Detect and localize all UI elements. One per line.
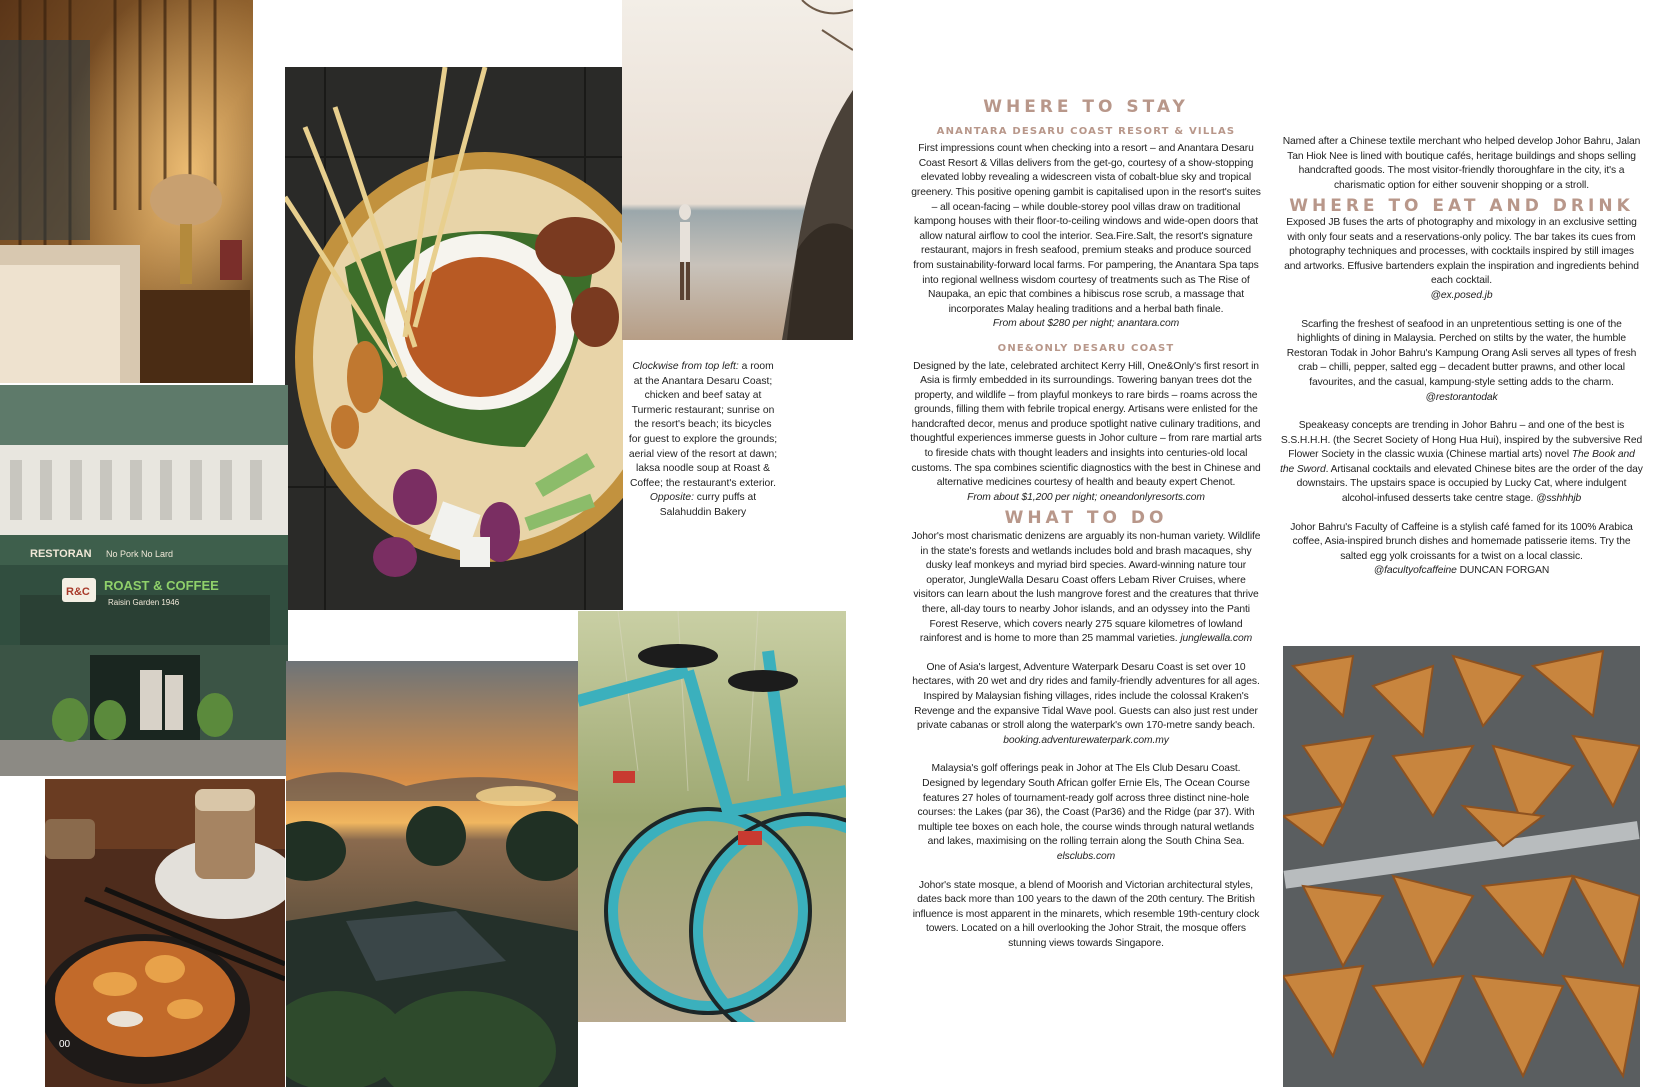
caption-opposite-text: curry puffs at Salahuddin Bakery xyxy=(659,492,757,518)
photo-laksa xyxy=(45,779,285,1087)
eat-link-3[interactable]: @sshhhjb xyxy=(1536,493,1582,505)
eat-link-4[interactable]: @facultyofcaffeine xyxy=(1373,565,1457,577)
sign-raisin-garden: Raisin Garden 1946 xyxy=(108,598,180,607)
oneonly-price: From about $1,200 per night; oneandonlyresorts.com xyxy=(967,491,1205,503)
sign-rc: R&C xyxy=(66,586,90,598)
todo-paragraph-1: Johor's most charismatic denizens are arguably its non-human variety. Wildlife in the state's forests and wetlands includes bold and brash macaques, shy dusky leaf monkeys and myriad bird species. Award-winning nature tour operator, JungleWalla Desaru Coast offers Lebam River Cruises, where visitors can learn about the lush mangrove forest and the creatures that thrive there, all-day tours to nearby Johor islands, and an odyssey into the Panti Forest Reserve, which covers nearly 275 square kilometres of lowland rainforest and is home to more than 25 mammal varieties. junglewalla.com xyxy=(911,531,1261,645)
todo-link-1[interactable]: junglewalla.com xyxy=(1180,633,1253,645)
photo-hotel-room xyxy=(0,0,253,383)
photo-bicycles xyxy=(578,611,846,1022)
photo-caption xyxy=(628,360,778,521)
photo-aerial-dawn xyxy=(286,661,578,1087)
subheading-oneonly: ONE&ONLY DESARU COAST xyxy=(997,342,1175,354)
todo-paragraph-3: Malaysia's golf offerings peak in Johor at The Els Club Desaru Coast. Designed by legendary South African golfer Ernie Els, The Ocean Course features 27 holes of tournament-ready golf across three distinct nine-hole courses: the Lakes (par 36), the Coast (Par36) and the Ridge (par 37). With multiple tee boxes on each hole, the course winds through natural wetlands and lakes, maximising on the rolling terrain along the South China Sea. elsclubs.com xyxy=(917,763,1255,862)
eat-paragraph-2: Scarfing the freshest of seafood in an unpretentious setting is one of the highlights of dining in Malaysia. Perched on stilts by the water, the humble Restoran Todak in Johor Bahru's Kampung Orang Asli serves all types of fresh crab – chilli, pepper, salted egg – decadent butter prawns, and other local favourites, and the casual, kampung-style setting adds to the charm. @restorantodak xyxy=(1286,318,1637,403)
subheading-anantara: ANANTARA DESARU COAST RESORT & VILLAS xyxy=(936,125,1236,137)
oneonly-body: Designed by the late, celebrated architect Kerry Hill, One&Only's first resort in Asia is firmly embedded in its surroundings. Towering banyan trees dot the property, and wildlife – from playful monkeys to rare birds – roams across the grounds, filling them with febrile tropical energy. Artisans were enlisted for the handcrafted decor, menus and produce spotlight native culinary traditions, and thoughtful experiences immerse guests in Johor culture – from rare martial arts to fireside chats with thought leaders and insights into centuries-old local customs. The spa combines scientific diagnostics with the best in Chinese and alternative medicines courtesy of health and beauty expert Chenot. xyxy=(910,360,1262,489)
eat-paragraph-3: Speakeasy concepts are trending in Johor Bahru – and one of the best is S.S.H.H.H. (the Secret Society of Hong Hua Hui), inspired by the subversive Red Flower Society in the classic wuxia (Chinese martial arts) novel The Book and the Sword. Artisanal cocktails and elevated Chinese bites are the order of the day downstairs. The upstairs space is occupied by Lucky Cat, where indulgent alcohol-infused desserts take centre stage. @sshhhjb xyxy=(1280,420,1643,505)
book-title: The Book and the Sword xyxy=(1280,449,1635,475)
todo-paragraph-2: One of Asia's largest, Adventure Waterpark Desaru Coast is set over 10 hectares, with 20 wet and dry rides and family-friendly adventures for all ages. Inspired by Malaysian fishing villages, rides include the colossal Kraken's Revenge and the expansive Tidal Wave pool. Guests can also just rest under private cabanas or stroll along the waterpark's own 170-metre sandy beach. booking.adventurewaterpark.com.my xyxy=(912,661,1260,746)
text-column-right xyxy=(1280,135,1643,593)
sign-no-pork: No Pork No Lard xyxy=(106,549,174,559)
caption-text: a room at the Anantara Desaru Coast; chicken and beef satay at Turmeric restaurant; sunrise on the resort's beach; its bicycles for guest to explore the grounds; aerial view of the resort at dawn; laksa noodle soup at Roast & Coffee; the restaurant's exterior. xyxy=(628,361,778,489)
photo-beach-sunrise xyxy=(622,0,853,340)
eat-link-2[interactable]: @restorantodak xyxy=(1425,391,1498,403)
eat-paragraph-1: Exposed JB fuses the arts of photography and mixology in an exclusive setting with only four seats and a reservations-only policy. The bar takes its cues from photography techniques and processes, with cocktails inspired by still images and artworks. Effusive bartenders explain the inspiration and ingredients behind each cocktail. @ex.posed.jb xyxy=(1284,216,1639,301)
todo-paragraph-4: Johor's state mosque, a blend of Moorish and Victorian architectural styles, dates back more than 100 years to the dawn of the 20th century. The British influence is most apparent in the minarets, which resemble 19th-century clock towers. Located on a hill overlooking the Johor Strait, the mosque offers stunning views towards Singapore. xyxy=(912,879,1260,949)
byline: DUNCAN FORGAN xyxy=(1459,565,1550,577)
todo-link-2[interactable]: booking.adventurewaterpark.com.my xyxy=(1003,734,1169,746)
anantara-price: From about $280 per night; anantara.com xyxy=(992,318,1180,330)
text-column-middle xyxy=(910,97,1262,965)
photo-restaurant-exterior xyxy=(0,385,288,776)
page-number: 00 xyxy=(59,1039,71,1050)
caption-lead: Clockwise from top left: xyxy=(632,361,739,372)
photo-satay xyxy=(285,67,623,610)
heading-where-to-eat: WHERE TO EAT AND DRINK xyxy=(1289,196,1634,217)
eat-link-1[interactable]: @ex.posed.jb xyxy=(1430,289,1493,301)
caption-opposite-lead: Opposite: xyxy=(649,492,694,504)
right-intro-paragraph: Named after a Chinese textile merchant who helped develop Johor Bahru, Jalan Tan Hiok Nee is lined with boutique cafés, heritage buildings and shops selling handcrafted goods. The most visitor-friendly thoroughfare in the city, it's a charismatic option for either souvenir shopping or a stroll. xyxy=(1282,136,1641,191)
eat-paragraph-4: Johor Bahru's Faculty of Caffeine is a stylish café famed for its 100% Arabica coffee, Asia-inspired brunch dishes and homemade patisserie items. Try the salted egg yolk croissants for a twist on a local classic. @facultyofcaffeine DUNCAN FORGAN xyxy=(1290,521,1633,577)
photo-curry-puffs xyxy=(1283,646,1640,1087)
todo-link-3[interactable]: elsclubs.com xyxy=(1056,850,1116,862)
sign-roast-coffee: ROAST & COFFEE xyxy=(104,578,219,593)
anantara-body: First impressions count when checking into a resort – and Anantara Desaru Coast Resort & Villas delivers from the get-go, courtesy of a show-stopping elevated lobby revealing a widescreen vista of cobalt-blue sky and tropical greenery. This positive opening gambit is capitalised upon in the resort's suites – all ocean-facing – while double-storey pool villas draw on traditional kampong houses with their floor-to-ceiling windows and wide-open doors that allow natural airflow to cool the interior. Sea.Fire.Salt, the resort's signature restaurant, majors in fresh seafood, premium steaks and produce sourced from sustainability-forward local farms. For pampering, the Anantara Spa taps into regional wellness wisdom courtesy of treatments such as The Rise of Naupaka, an epic that combines a hibiscus rose scrub, a massage that incorporates Malay healing traditions and a herbal bath finale. xyxy=(911,143,1261,315)
sign-restoran: RESTORAN xyxy=(30,548,92,560)
heading-what-to-do: WHAT TO DO xyxy=(1004,508,1168,529)
heading-where-to-stay: WHERE TO STAY xyxy=(983,97,1189,117)
